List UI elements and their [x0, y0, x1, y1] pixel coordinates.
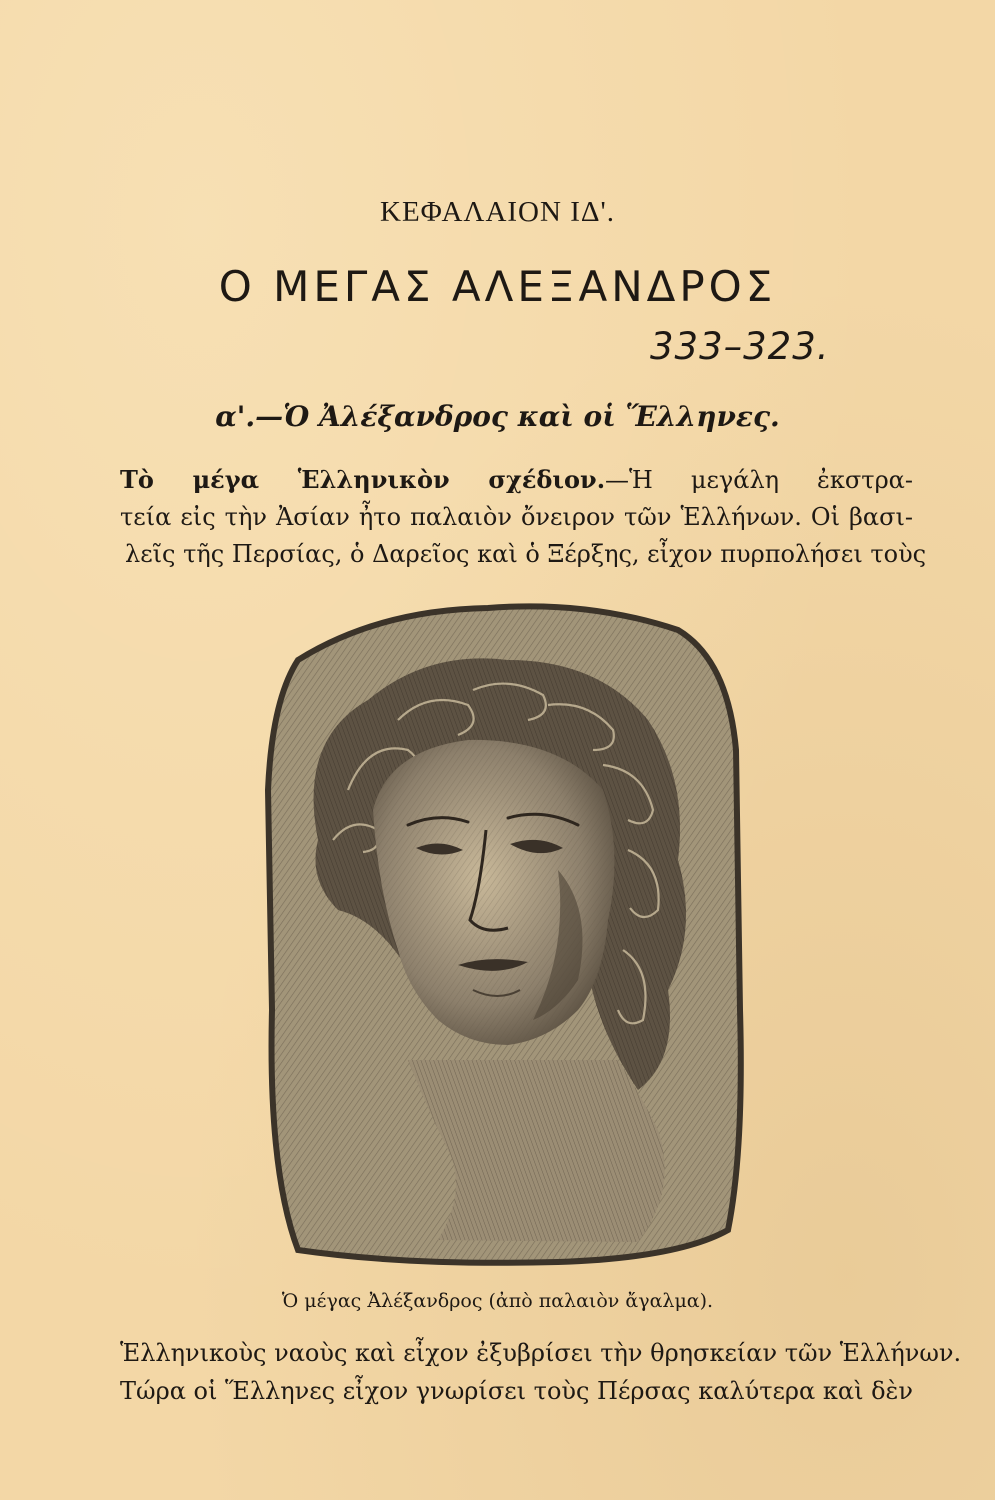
paragraph-line [120, 465, 913, 494]
figure-caption: Ὁ μέγας Ἀλέξανδρος (ἀπὸ παλαιὸν ἄγαλμα). [281, 1290, 714, 1312]
paragraph-line: Τώρα οἱ Ἕλληνες εἶχον γνωρίσει τοὺς Πέρσας καλύτερα καὶ δὲν [120, 1377, 914, 1405]
section-heading: α'.—Ὁ Ἀλέξανδρος καὶ οἱ Ἕλληνες. [215, 400, 780, 433]
portrait-engraving [258, 590, 746, 1270]
paragraph-heading: Τὸ μέγα Ἑλληνικὸν σχέδιον. [120, 465, 606, 494]
chapter-title: Ο ΜΕΓΑΣ ΑΛΕΞΑΝΔΡΟΣ [218, 262, 777, 311]
paragraph-line: τεία εἰς τὴν Ἀσίαν ἦτο παλαιὸν ὄνειρον τῶν Ἑλλήνων. Οἱ βασι- [120, 503, 913, 531]
paragraph-line: Ἑλληνικοὺς ναοὺς καὶ εἶχον ἐξυβρίσει τὴν θρησκείαν τῶν Ἑλλήνων. [120, 1339, 962, 1367]
chapter-heading: ΚΕΦΑΛΑΙΟΝ ΙΔ'. [380, 196, 615, 228]
paragraph-line: λεῖς τῆς Περσίας, ὁ Δαρεῖος καὶ ὁ Ξέρξης, εἶχον πυρπολήσει τοὺς [125, 540, 927, 568]
date-range: 333–323. [650, 325, 830, 368]
paragraph-text: —Ἡ μεγάλη ἐκστρα- [605, 466, 913, 494]
